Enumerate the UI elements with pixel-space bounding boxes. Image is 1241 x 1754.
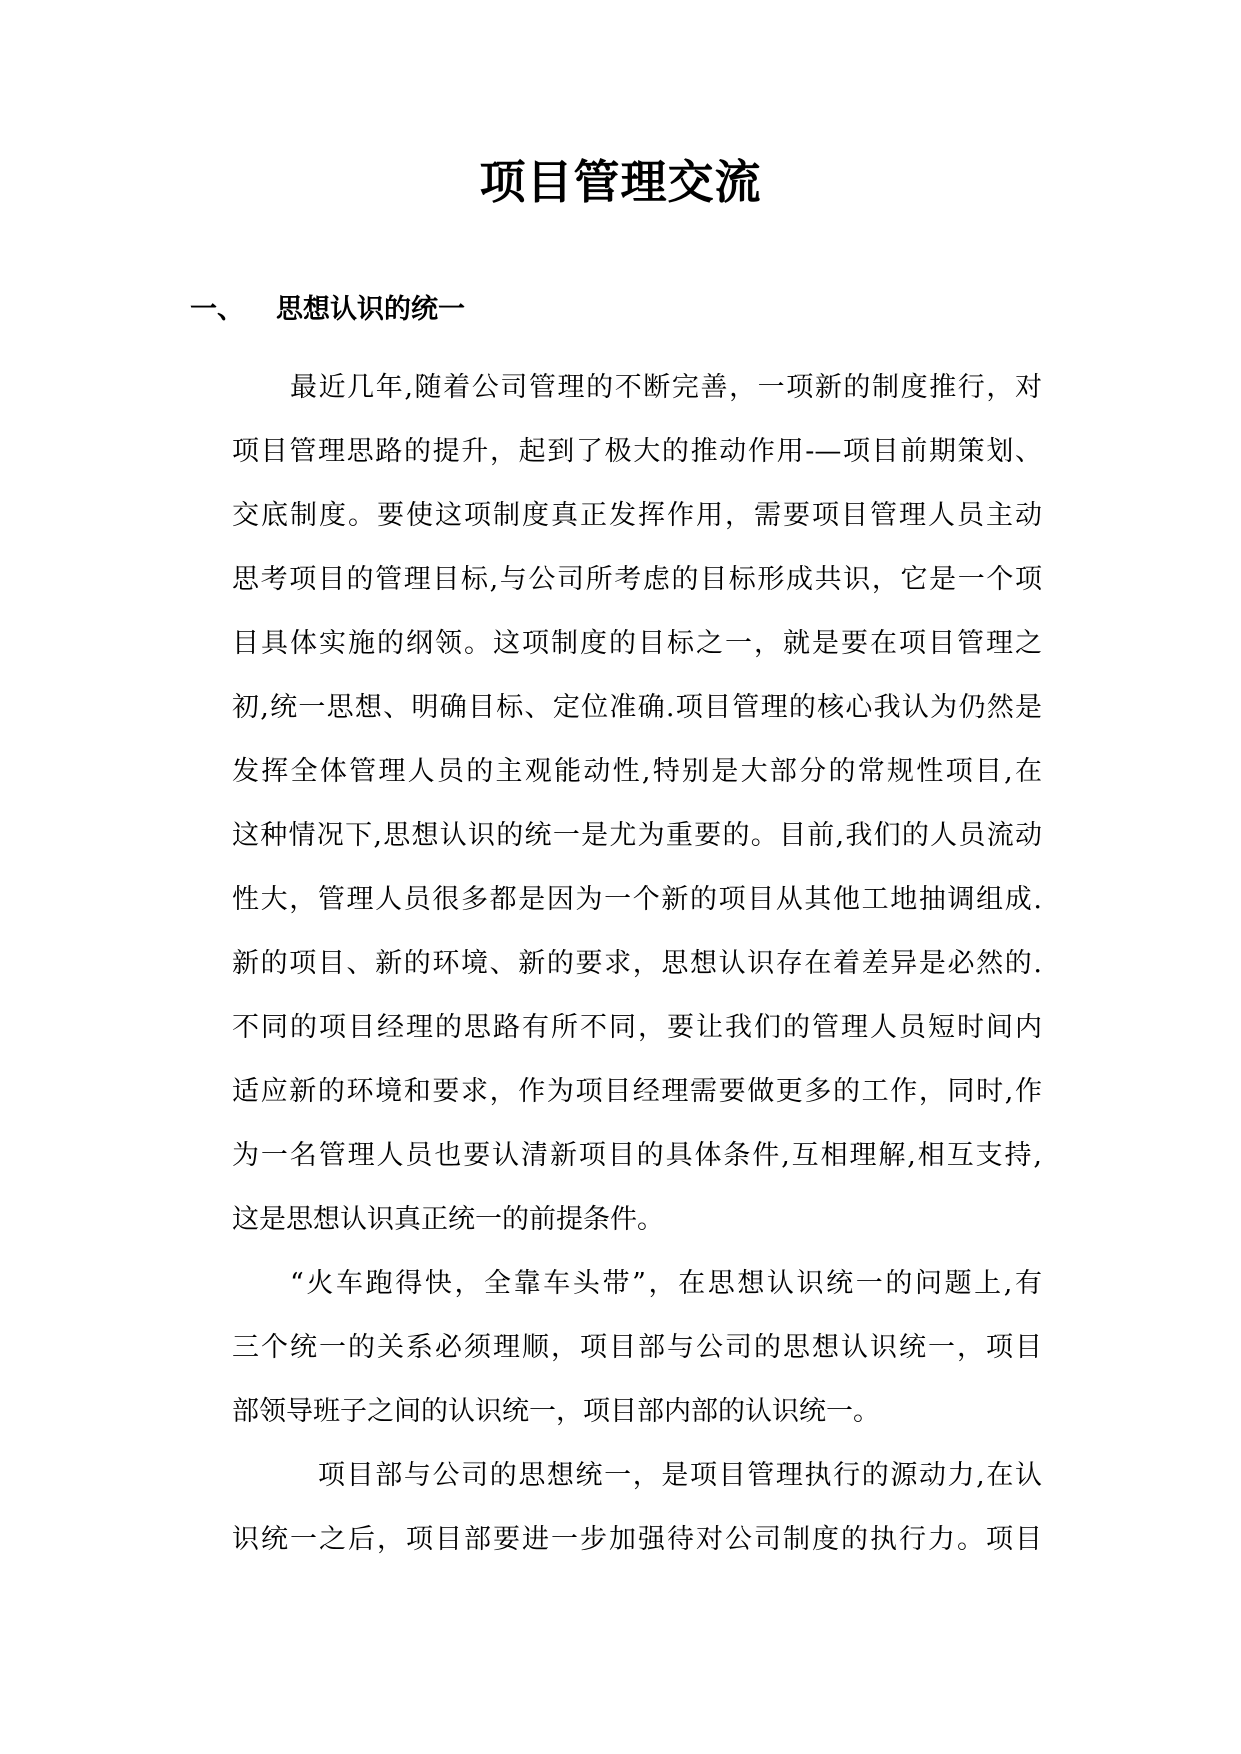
document-title: 项目管理交流 <box>479 155 762 209</box>
body-text <box>232 356 1042 1572</box>
paragraph-1-line: 发挥全体管理人员的主观能动性,特别是大部分的常规性项目,在 <box>232 756 1042 787</box>
paragraph-1-line: 为一名管理人员也要认清新项目的具体条件,互相理解,相互支持, <box>232 1140 1042 1171</box>
paragraph-2-line: “火车跑得快，全靠车头带”，在思想认识统一的问题上,有 <box>290 1268 1042 1299</box>
paragraph-1-line: 适应新的环境和要求，作为项目经理需要做更多的工作，同时,作 <box>232 1076 1042 1107</box>
paragraph-2-line: 三个统一的关系必须理顺，项目部与公司的思想认识统一，项目 <box>232 1332 1042 1363</box>
paragraph-3-line: 项目部与公司的思想统一，是项目管理执行的源动力,在认 <box>318 1460 1042 1491</box>
paragraph-1-line: 新的项目、新的环境、新的要求，思想认识存在着差异是必然的. <box>232 948 1042 979</box>
paragraph-1-line: 交底制度。要使这项制度真正发挥作用，需要项目管理人员主动 <box>232 500 1042 531</box>
paragraph-1-line: 目具体实施的纲领。这项制度的目标之一，就是要在项目管理之 <box>232 628 1042 659</box>
paragraph-1-line: 初,统一思想、明确目标、定位准确.项目管理的核心我认为仍然是 <box>232 692 1042 723</box>
section-heading <box>190 290 465 330</box>
paragraph-1-line: 性大，管理人员很多都是因为一个新的项目从其他工地抽调组成. <box>232 884 1042 915</box>
paragraph-1-line: 这是思想认识真正统一的前提条件。 <box>232 1204 664 1235</box>
paragraph-1-line: 思考项目的管理目标,与公司所考虑的目标形成共识，它是一个项 <box>232 564 1042 595</box>
paragraph-2-line: 部领导班子之间的认识统一，项目部内部的认识统一。 <box>232 1396 880 1427</box>
paragraph-1-line: 这种情况下,思想认识的统一是尤为重要的。目前,我们的人员流动 <box>232 820 1042 851</box>
paragraph-3-line: 识统一之后，项目部要进一步加强待对公司制度的执行力。项目 <box>232 1524 1042 1555</box>
section-title: 思想认识的统一 <box>276 294 465 325</box>
paragraph-1-line: 不同的项目经理的思路有所不同，要让我们的管理人员短时间内 <box>232 1012 1042 1043</box>
paragraph-1-line: 项目管理思路的提升，起到了极大的推动作用-—项目前期策划、 <box>232 436 1042 467</box>
section-number: 一、 <box>190 294 244 325</box>
paragraph-1-line: 最近几年,随着公司管理的不断完善，一项新的制度推行，对 <box>290 372 1042 403</box>
